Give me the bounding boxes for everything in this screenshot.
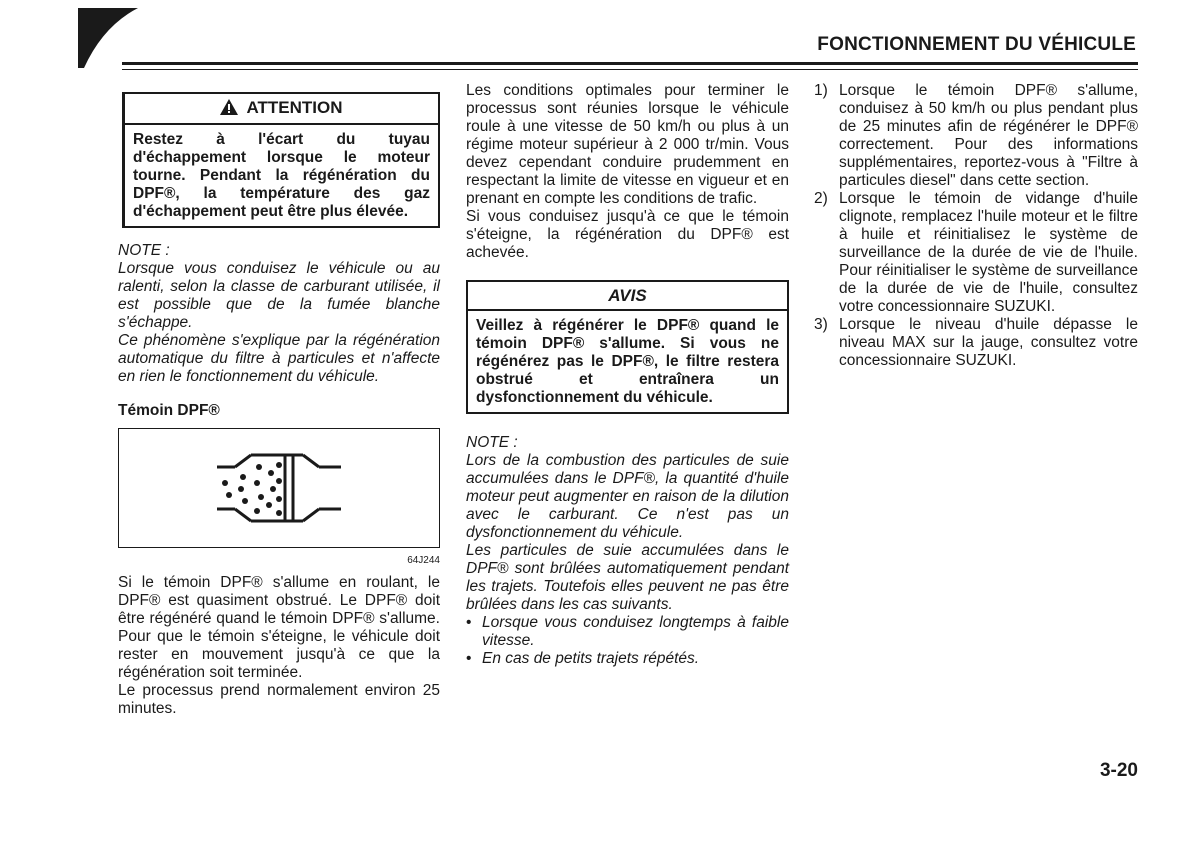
body-paragraph: Si vous conduisez jusqu'à ce que le témoin s'éteigne, la régénération du DPF® est achevée.: [466, 208, 789, 261]
section-title: FONCTIONNEMENT DU VÉHICULE: [817, 34, 1136, 55]
list-text: Lorsque le témoin de vidange d'huile clignote, remplacez l'huile moteur et le filtre à huile et réinitialisez le système de surveillance de la durée de vie de l'huile. Pour réinitialiser le système de surveillance de la durée de vie de l'huile, consultez votre concessionnaire SUZUKI.: [839, 190, 1138, 315]
note-label: NOTE :: [466, 434, 518, 451]
header-rule: [122, 62, 1138, 65]
list-text: Lorsque le témoin DPF® s'allume, conduisez à 50 km/h ou plus pendant plus de 25 minutes afin de régénérer le DPF® correctement. Pour des informations supplémentaires, reportez-vous à "Filtre à particules diesel" dans cette section.: [839, 82, 1138, 189]
body-paragraph: Les conditions optimales pour terminer le processus sont réunies lorsque le véhicule roule à une vitesse de 50 km/h ou plus à un régime moteur supérieur à 2 000 tr/min. Vous devez cependant conduire prudemment en respectant la limite de vitesse en vigueur et en prenant en compte les conditions de trafic.: [466, 82, 789, 207]
body-paragraph: Si le témoin DPF® s'allume en roulant, le DPF® est quasiment obstrué. Le DPF® doit être régénéré quand le témoin DPF® s'allume. Pour que le témoin s'éteigne, le véhicule doit rester en mouvement jusqu'à ce que la régénération soit terminée.: [118, 574, 440, 681]
body-paragraph: Le processus prend normalement environ 25 minutes.: [118, 682, 440, 717]
list-item: [814, 190, 1138, 316]
temoin-heading: Témoin DPF®: [118, 402, 220, 419]
avis-text: Veillez à régénérer le DPF® quand le témoin DPF® s'allume. Si vous ne régénérez pas le DPF®, le filtre restera obstrué et entraînera un dysfonctionnement du véhicule.: [476, 317, 779, 406]
avis-title: AVIS: [468, 282, 787, 311]
note-paragraph: Ce phénomène s'explique par la régénération automatique du filtre à particules et n'affecte en rien le fonctionnement du véhicule.: [118, 332, 440, 385]
list-item: • Lorsque vous conduisez longtemps à faible vitesse.: [466, 614, 789, 650]
note-paragraph: Les particules de suie accumulées dans le DPF® sont brûlées automatiquement pendant les trajets. Toutefois elles peuvent ne pas être brûlées dans les cas suivants.: [466, 542, 789, 613]
bullet-list: [466, 614, 789, 668]
warning-triangle-icon: [220, 99, 238, 119]
list-number: 3): [814, 316, 828, 333]
note-paragraph: Lors de la combustion des particules de suie accumulées dans le DPF®, la quantité d'huile moteur peut augmenter en raison de la dilution avec le carburant. Ce n'est pas un dysfonctionnement du véhicule.: [466, 452, 789, 541]
column-middle: [466, 82, 789, 668]
list-number: 2): [814, 190, 828, 207]
page-corner-mark: [78, 8, 138, 68]
column-right: [814, 82, 1138, 370]
avis-box: [466, 280, 789, 414]
attention-box: [122, 92, 440, 228]
numbered-list: [814, 82, 1138, 370]
attention-header: [125, 94, 438, 125]
list-item: • En cas de petits trajets répétés.: [466, 650, 789, 668]
note-label: NOTE :: [118, 242, 170, 259]
list-item: [814, 316, 1138, 370]
column-left: [118, 92, 440, 718]
dpf-indicator-figure: [118, 428, 440, 548]
note-paragraph: Lorsque vous conduisez le véhicule ou au ralenti, selon la classe de carburant utilisée, il est possible que de la fumée blanche s'échappe.: [118, 260, 440, 331]
dpf-filter-icon: [215, 453, 345, 523]
figure-id: 64J244: [407, 555, 440, 566]
attention-text: Restez à l'écart du tuyau d'échappement lorsque le moteur tourne. Pendant la régénération du DPF®, la température des gaz d'échappement peut être plus élevée.: [133, 131, 430, 220]
list-text: Lorsque le niveau d'huile dépasse le niveau MAX sur la jauge, consultez votre concessionnaire SUZUKI.: [839, 316, 1138, 369]
page-number: 3-20: [1099, 760, 1138, 781]
attention-title: ATTENTION: [246, 98, 343, 117]
list-number: 1): [814, 82, 828, 99]
list-item: [814, 82, 1138, 190]
header-rule-thin: [122, 69, 1138, 70]
